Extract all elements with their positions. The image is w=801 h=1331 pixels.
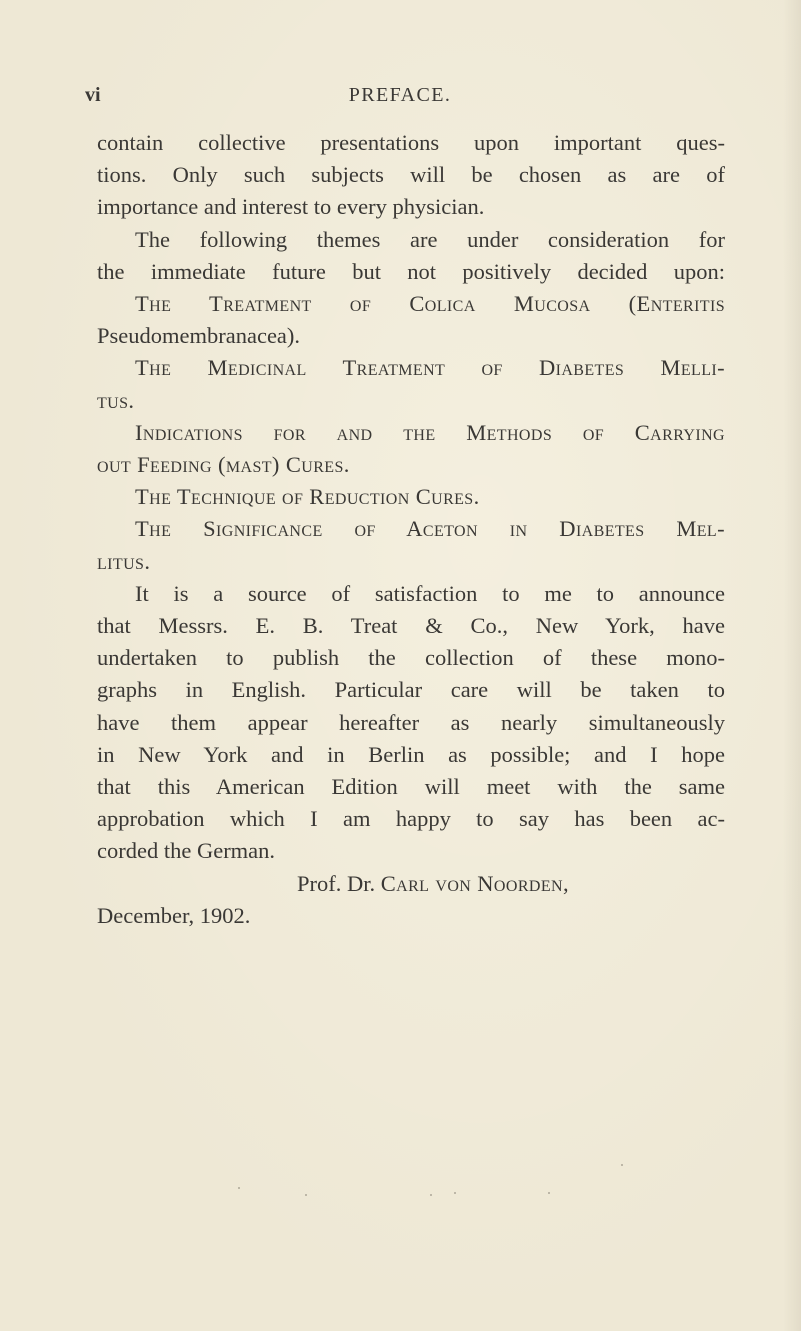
signature bbox=[97, 868, 725, 900]
paper-speck bbox=[238, 1187, 240, 1189]
paper-speck bbox=[548, 1192, 550, 1194]
preface-date: December, 1902. bbox=[97, 902, 251, 928]
preface-text bbox=[97, 127, 725, 932]
text-line: that this American Edition will meet with the same bbox=[97, 774, 725, 800]
theme-title-continued: Pseudomembranacea). bbox=[97, 323, 301, 349]
paper-speck bbox=[430, 1194, 432, 1196]
page-number: vi bbox=[85, 84, 101, 106]
text-line: graphs in English. Particular care will be taken to bbox=[97, 677, 725, 703]
text-line: in New York and in Berlin as possible; and I hope bbox=[97, 741, 725, 767]
text-line: importance and interest to every physician. bbox=[97, 194, 485, 220]
running-head: PREFACE. bbox=[348, 84, 452, 106]
paper-speck bbox=[305, 1194, 307, 1196]
text-line: The following themes are under consideration for bbox=[135, 226, 725, 252]
text-line: the immediate future but not positively decided upon: bbox=[97, 258, 725, 284]
signature-prefix: Prof. Dr. bbox=[297, 870, 381, 896]
paper-speck bbox=[621, 1164, 623, 1166]
theme-title-continued: tus. bbox=[97, 387, 135, 413]
text-line: tions. Only such subjects will be chosen as are of bbox=[97, 162, 725, 188]
paper-speck bbox=[454, 1192, 456, 1194]
theme-title-continued: out Feeding (mast) Cures. bbox=[97, 452, 350, 478]
theme-title: The Significance of Aceton in Diabetes Mel- bbox=[135, 516, 725, 542]
text-line: It is a source of satisfaction to me to announce bbox=[135, 580, 725, 606]
theme-title: The Medicinal Treatment of Diabetes Melli- bbox=[135, 355, 725, 381]
theme-title: The Technique of Reduction Cures. bbox=[135, 484, 480, 510]
text-line: corded the German. bbox=[97, 838, 276, 864]
text-line: undertaken to publish the collection of these mono- bbox=[97, 645, 725, 671]
text-line: that Messrs. E. B. Treat & Co., New York, have bbox=[97, 613, 725, 639]
page-header bbox=[85, 80, 715, 110]
text-line: approbation which I am happy to say has been ac- bbox=[97, 806, 725, 832]
signature-name: Carl von Noorden, bbox=[380, 870, 570, 896]
theme-title-continued: litus. bbox=[97, 548, 151, 574]
text-line: contain collective presentations upon important ques- bbox=[97, 130, 725, 155]
theme-title: The Treatment of Colica Mucosa (Enteritis bbox=[135, 291, 725, 317]
theme-title: Indications for and the Methods of Carrying bbox=[135, 419, 725, 445]
text-line: have them appear hereafter as nearly simultaneously bbox=[97, 709, 725, 735]
